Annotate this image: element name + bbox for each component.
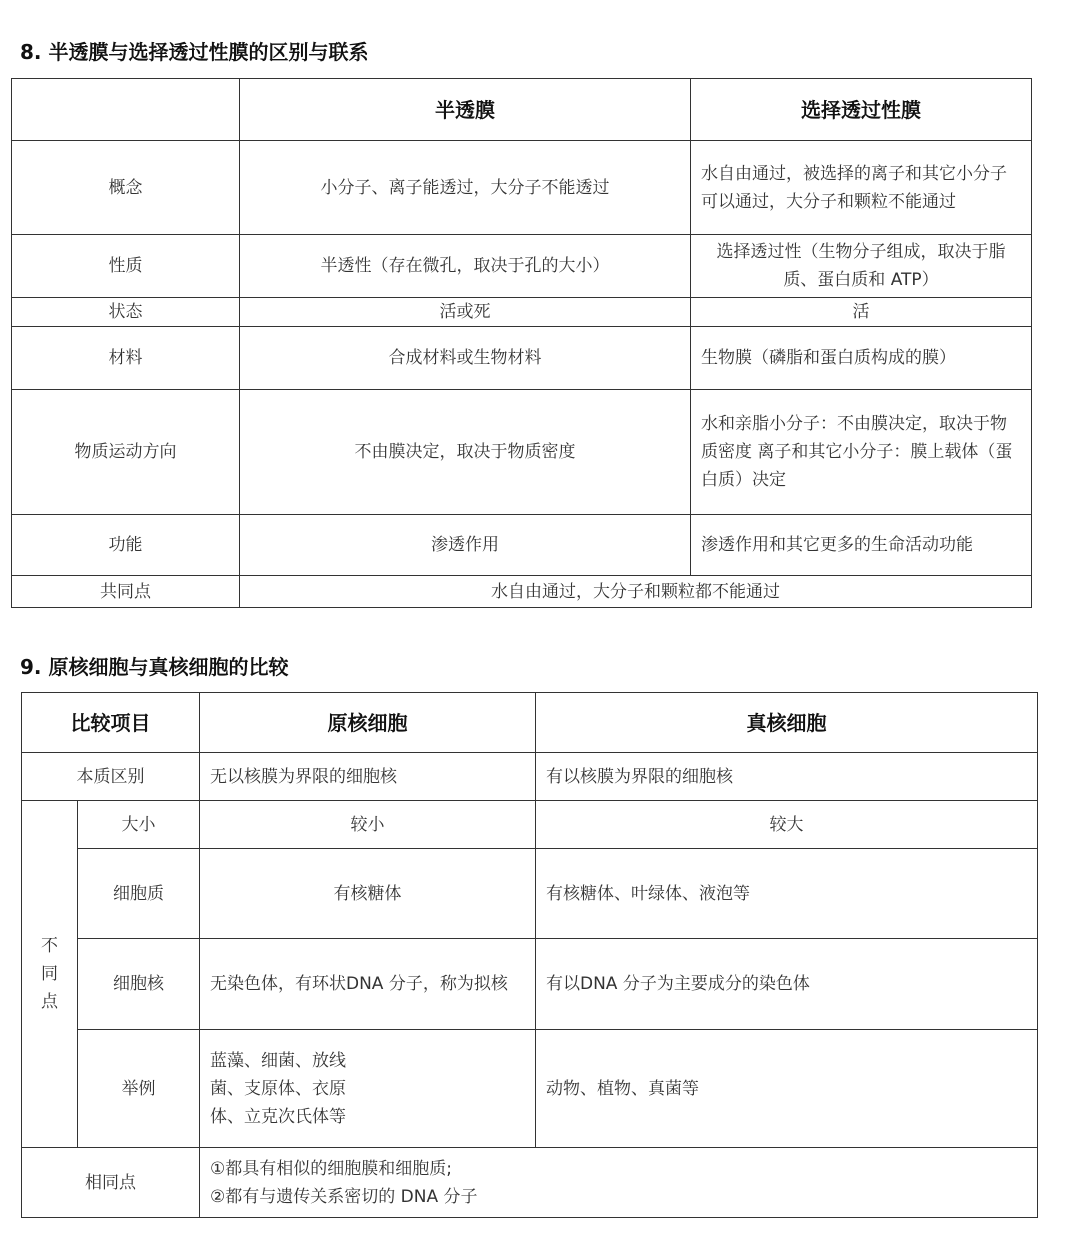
semi-cell: 渗透作用: [240, 515, 691, 576]
row-label: 相同点: [22, 1148, 200, 1218]
row-label: 状态: [12, 298, 240, 327]
header-eukaryote: 真核细胞: [536, 693, 1038, 753]
eukaryote-cell: 有以核膜为界限的细胞核: [536, 753, 1038, 801]
header-semi-permeable: 半透膜: [240, 79, 691, 141]
prokaryote-cell: 无以核膜为界限的细胞核: [200, 753, 536, 801]
table-row: [12, 327, 1032, 390]
membrane-comparison-table: [11, 78, 1032, 608]
selective-cell: 生物膜（磷脂和蛋白质构成的膜）: [691, 327, 1032, 390]
row-label: 大小: [78, 801, 200, 849]
row-label: 细胞质: [78, 849, 200, 939]
selective-cell: 渗透作用和其它更多的生命活动功能: [691, 515, 1032, 576]
semi-cell: 半透性（存在微孔，取决于孔的大小）: [240, 235, 691, 298]
common-value: 水自由通过，大分子和颗粒都不能通过: [240, 576, 1032, 608]
eukaryote-cell: 有核糖体、叶绿体、液泡等: [536, 849, 1038, 939]
selective-cell: 水和亲脂小分子：不由膜决定，取决于物质密度 离子和其它小分子：膜上载体（蛋白质）决定: [691, 390, 1032, 515]
prokaryote-cell: 较小: [200, 801, 536, 849]
vertical-char: 点: [41, 992, 58, 1012]
row-label: 细胞核: [78, 939, 200, 1030]
row-label: 概念: [12, 141, 240, 235]
header-compare-item: 比较项目: [22, 693, 200, 753]
prokaryote-cell: [200, 1030, 536, 1148]
row-label: 功能: [12, 515, 240, 576]
selective-cell: 选择透过性（生物分子组成，取决于脂质、蛋白质和 ATP）: [691, 235, 1032, 298]
same-line: ①都具有相似的细胞膜和细胞质;: [210, 1158, 452, 1179]
row-label: 物质运动方向: [12, 390, 240, 515]
table-header-row: [12, 79, 1032, 141]
difference-group-label: [22, 801, 78, 1148]
section-9-title: 9. 原核细胞与真核细胞的比较: [20, 655, 289, 679]
eukaryote-cell: 有以DNA 分子为主要成分的染色体: [536, 939, 1038, 1030]
semi-cell: 不由膜决定，取决于物质密度: [240, 390, 691, 515]
row-label: 性质: [12, 235, 240, 298]
common-row: [12, 576, 1032, 608]
header-cell-empty: [12, 79, 240, 141]
table-row: [12, 515, 1032, 576]
table-row: [22, 1030, 1038, 1148]
selective-cell: 活: [691, 298, 1032, 327]
semi-cell: 合成材料或生物材料: [240, 327, 691, 390]
row-label: 举例: [78, 1030, 200, 1148]
table-row: [12, 141, 1032, 235]
semi-cell: 活或死: [240, 298, 691, 327]
table-row: [12, 298, 1032, 327]
cell-comparison-table: [21, 692, 1038, 1218]
vertical-char: 不: [41, 936, 58, 956]
table-row: [22, 801, 1038, 849]
section-8-title: 8. 半透膜与选择透过性膜的区别与联系: [20, 40, 369, 64]
row-label: 本质区别: [22, 753, 200, 801]
vertical-char: 同: [41, 964, 58, 984]
table-row: [22, 939, 1038, 1030]
table-row: [12, 390, 1032, 515]
prokaryote-cell: 有核糖体: [200, 849, 536, 939]
table-row: [12, 235, 1032, 298]
semi-cell: 小分子、离子能透过，大分子不能透过: [240, 141, 691, 235]
same-cell: [200, 1148, 1038, 1218]
header-selective-permeable: 选择透过性膜: [691, 79, 1032, 141]
eukaryote-cell: 较大: [536, 801, 1038, 849]
row-label: 材料: [12, 327, 240, 390]
selective-cell: 水自由通过，被选择的离子和其它小分子可以通过，大分子和颗粒不能通过: [691, 141, 1032, 235]
table-header-row: [22, 693, 1038, 753]
common-label: 共同点: [12, 576, 240, 608]
table-row: [22, 849, 1038, 939]
eukaryote-cell: 动物、植物、真菌等: [536, 1030, 1038, 1148]
prokaryote-cell: 无染色体，有环状DNA 分子，称为拟核: [200, 939, 536, 1030]
same-line: ②都有与遗传关系密切的 DNA 分子: [210, 1186, 478, 1207]
table-row: [22, 753, 1038, 801]
same-row: [22, 1148, 1038, 1218]
example-text: 蓝藻、细菌、放线菌、支原体、衣原体、立克次氏体等: [210, 1050, 346, 1127]
header-prokaryote: 原核细胞: [200, 693, 536, 753]
